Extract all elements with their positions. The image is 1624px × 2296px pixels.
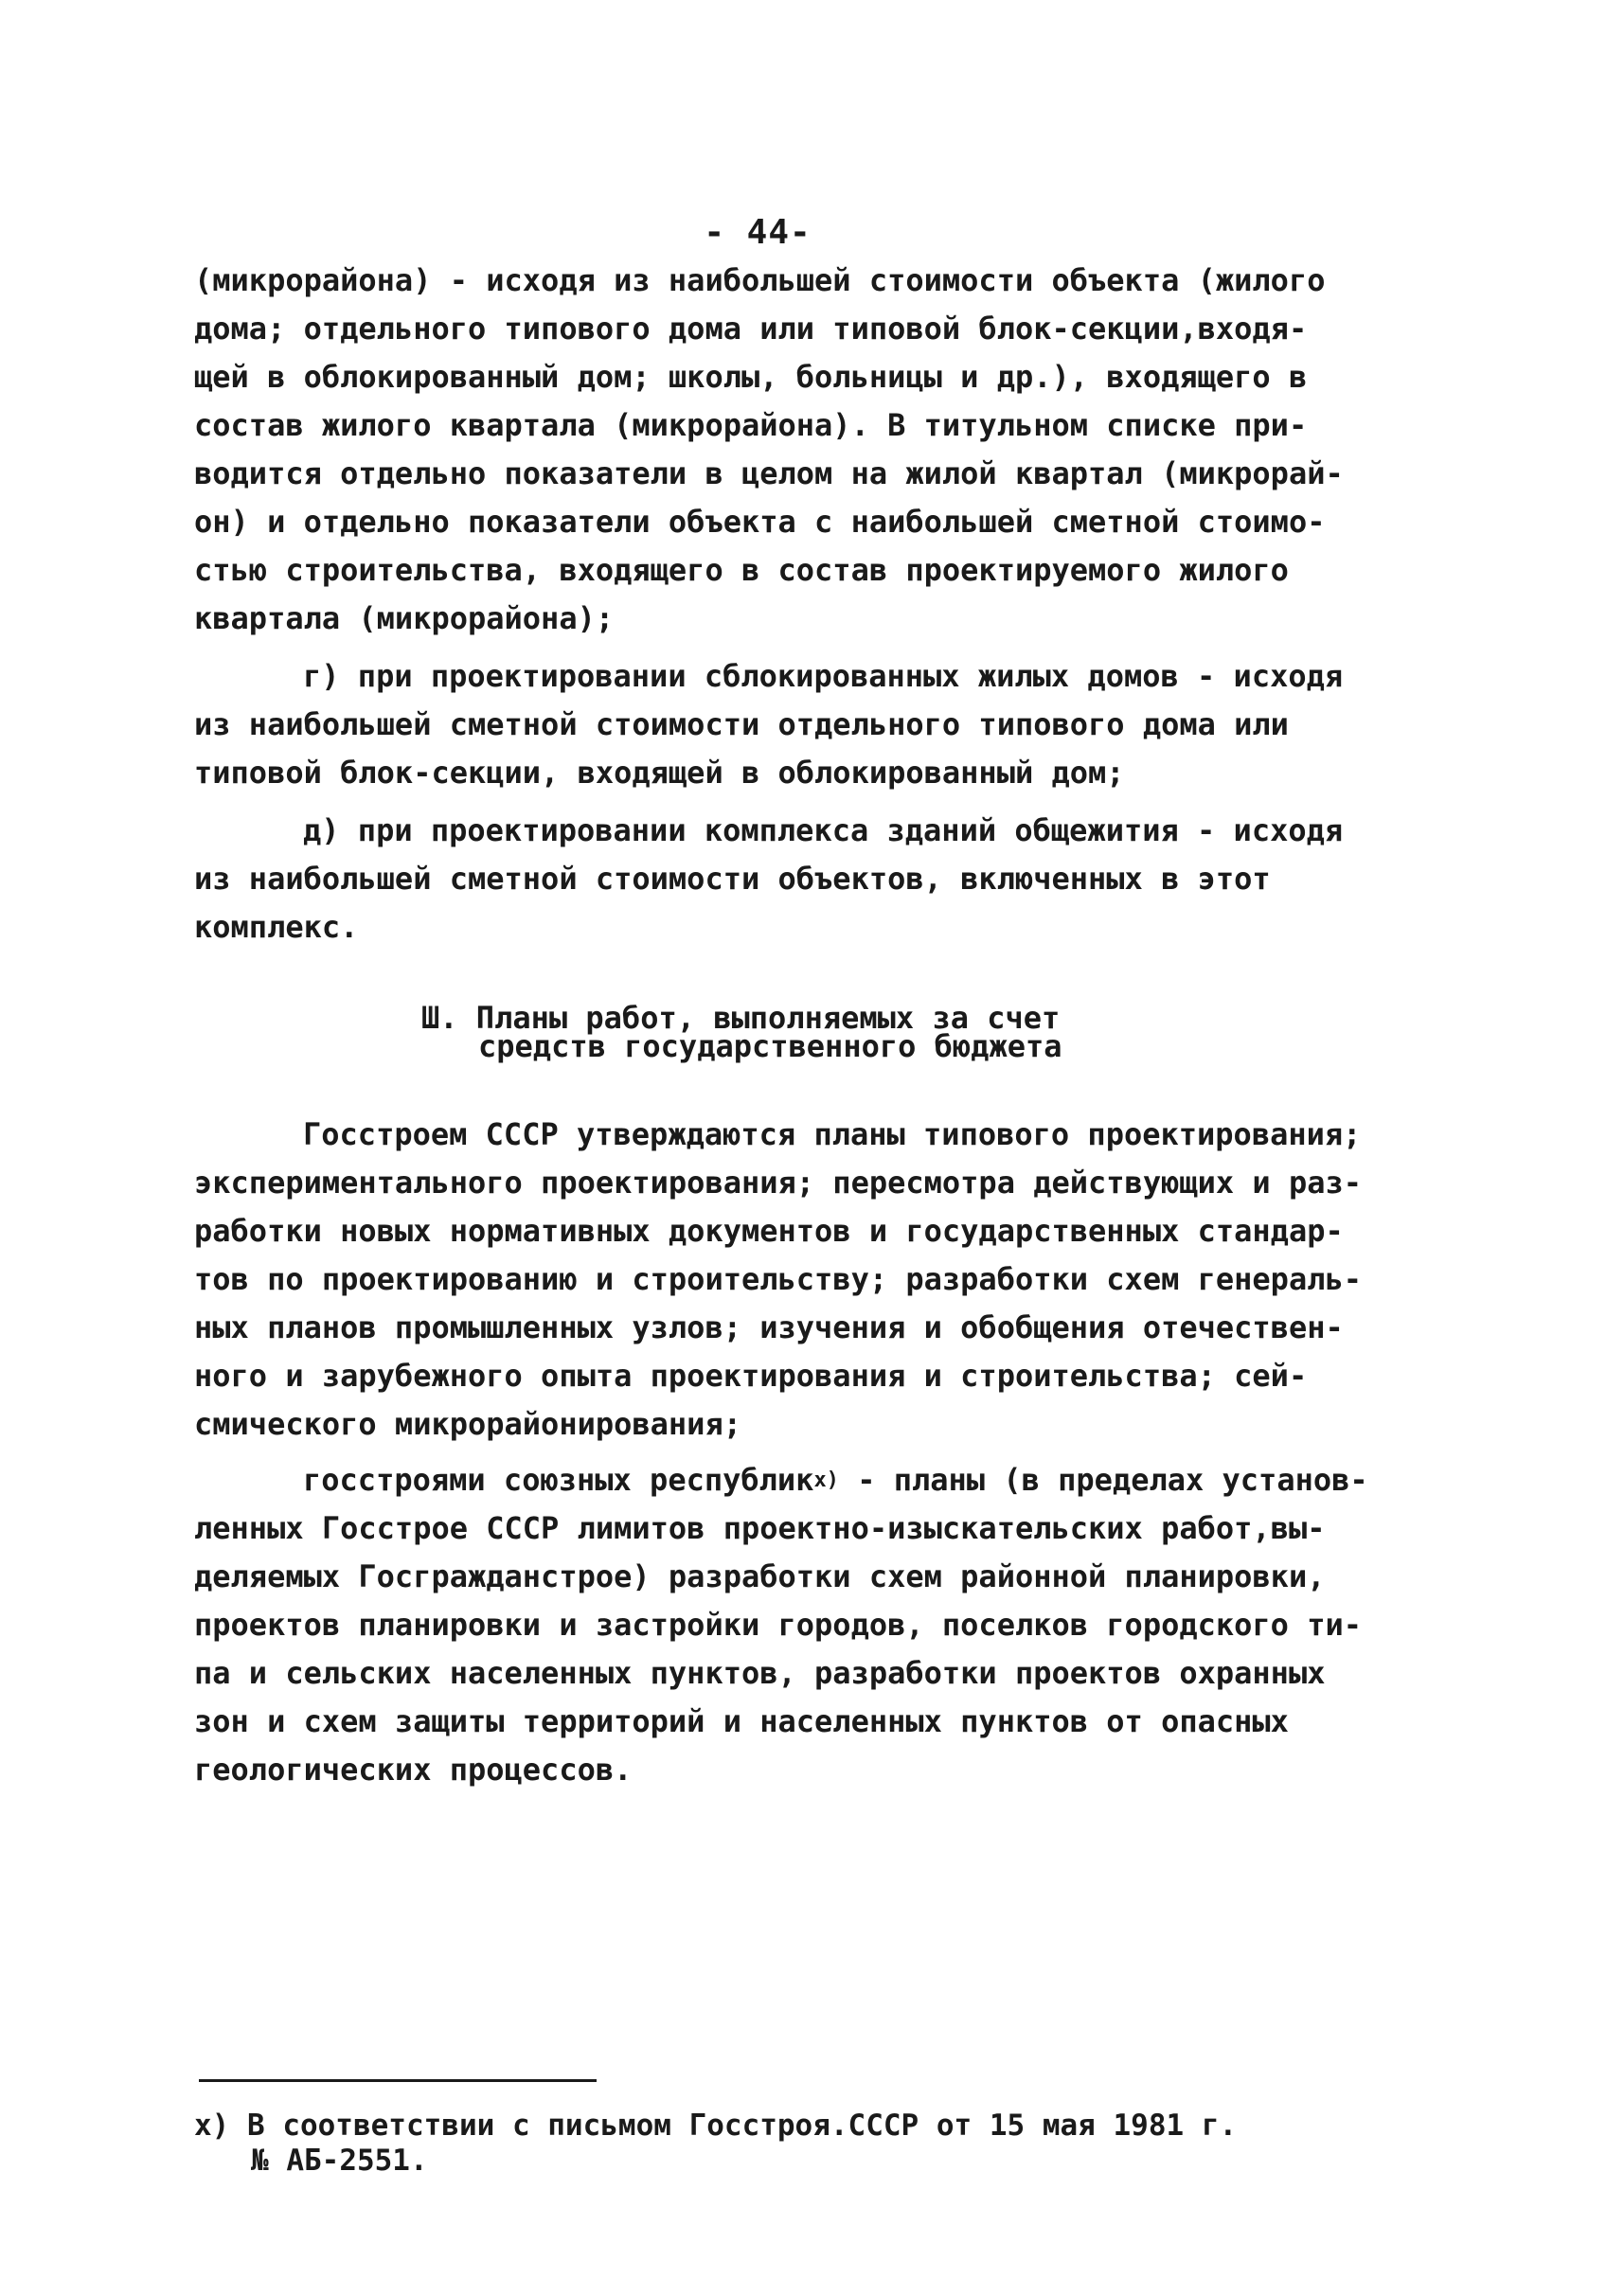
text-line: экспериментального проектирования; пересмотра действующих и раз- (194, 1165, 1362, 1201)
text-line (303, 1461, 1368, 1504)
footnote-marker: x) (813, 1468, 839, 1492)
page-number: - 44- (704, 213, 812, 252)
text-line: типовой блок-секции, входящей в облокированный дом; (194, 755, 1125, 791)
text-line: ленных Госстрое СССР лимитов проектно-изыскательских работ,вы- (194, 1510, 1326, 1546)
footnote-line: x) В соответствии с письмом Госстроя.СССР от 15 мая 1981 г. (194, 2109, 1238, 2143)
text-line: д) при проектировании комплекса зданий общежития - исходя (303, 812, 1344, 848)
text-line: комплекс. (194, 909, 359, 945)
text-line: дома; отдельного типового дома или типовой блок-секции,входя- (194, 311, 1308, 347)
text-line: проектов планировки и застройки городов, поселков городского ти- (194, 1607, 1362, 1643)
text-line: деляемых Госгражданстрое) разработки схем районной планировки, (194, 1558, 1326, 1594)
text-line: водится отдельно показатели в целом на жилой квартал (микрорай- (194, 455, 1344, 491)
text-line: из наибольшей сметной стоимости отдельного типового дома или (194, 706, 1289, 742)
text-fragment: - планы (в пределах установ- (838, 1462, 1368, 1498)
text-line: тов по проектированию и строительству; разработки схем генераль- (194, 1261, 1362, 1297)
text-line: работки новых нормативных документов и государственных стандар- (194, 1213, 1344, 1249)
section-heading-line: Ш. Планы работ, выполняемых за счет (421, 1000, 1061, 1036)
section-heading-line: средств государственного бюджета (478, 1028, 1062, 1064)
text-line: щей в облокированный дом; школы, больницы и др.), входящего в (194, 359, 1308, 395)
text-line: он) и отдельно показатели объекта с наибольшей сметной стоимо- (194, 504, 1326, 540)
footnote-divider (199, 2079, 597, 2082)
text-line: из наибольшей сметной стоимости объектов, включенных в этот (194, 861, 1271, 897)
text-line: квартала (микрорайона); (194, 600, 615, 636)
text-line: ного и зарубежного опыта проектирования и строительства; сей- (194, 1358, 1308, 1394)
text-line: состав жилого квартала (микрорайона). В титульном списке при- (194, 407, 1308, 443)
text-line: геологических процессов. (194, 1752, 633, 1788)
text-line: смического микрорайонирования; (194, 1406, 741, 1442)
text-line: па и сельских населенных пунктов, разработки проектов охранных (194, 1655, 1326, 1691)
text-fragment: госстроями союзных республик (303, 1462, 814, 1498)
text-line: стью строительства, входящего в состав проектируемого жилого (194, 552, 1289, 588)
text-line: ных планов промышленных узлов; изучения и обобщения отечествен- (194, 1309, 1344, 1345)
text-line: (микрорайона) - исходя из наибольшей стоимости объекта (жилого (194, 262, 1326, 298)
footnote-line: № АБ-2551. (251, 2144, 428, 2178)
text-line: зон и схем защиты территорий и населенных пунктов от опасных (194, 1703, 1289, 1739)
text-line: г) при проектировании сблокированных жилых домов - исходя (303, 658, 1344, 694)
text-line: Госстроем СССР утверждаются планы типового проектирования; (303, 1116, 1362, 1152)
